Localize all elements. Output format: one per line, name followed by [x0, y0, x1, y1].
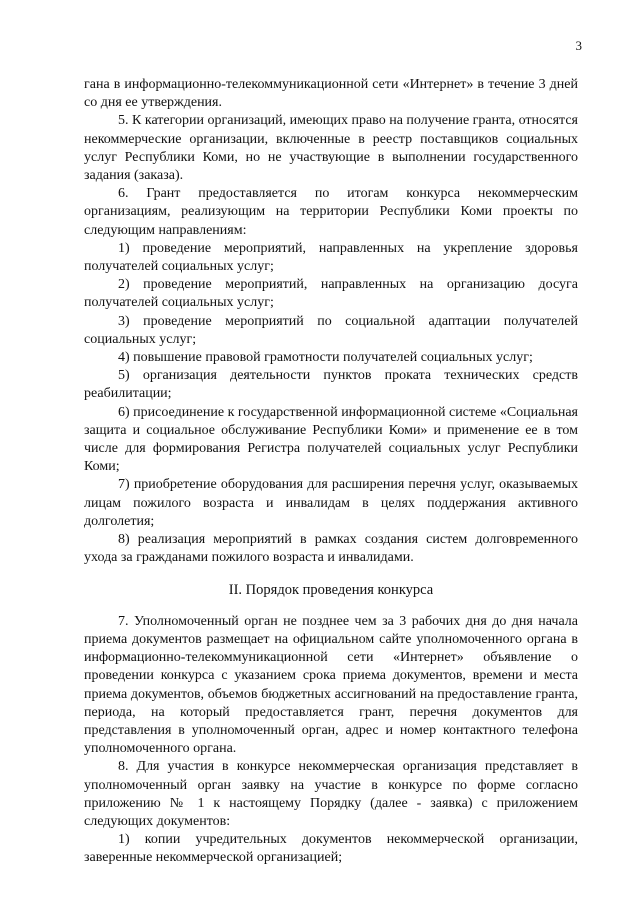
paragraph: 6. Грант предоставляется по итогам конкурса некоммерческим организациям, реализующим на территории Республики Коми проекты по следующим направлениям: — [84, 186, 578, 238]
list-item: 1) проведение мероприятий, направленных на укрепление здоровья получателей социальных услуг; — [84, 240, 578, 275]
list-item: 1) копии учредительных документов некоммерческой организации, заверенные некоммерческой организацией; — [84, 832, 578, 866]
list-item: 6) присоединение к государственной информационной системе «Социальная защита и социальное обслуживание Республики Коми» и применение ее в том числе для формирования Регистра получателей социальных услуг Республики Коми; — [84, 404, 578, 475]
paragraphs-after — [84, 613, 578, 868]
list-item: 5) организация деятельности пунктов проката технических средств реабилитации; — [84, 368, 578, 402]
paragraphs-before — [84, 76, 578, 567]
page-number: 3 — [575, 38, 582, 53]
list-item: 8) реализация мероприятий в рамках создания систем долговременного ухода за гражданами пожилого возраста и инвалидами. — [84, 532, 578, 566]
list-item: 2) проведение мероприятий, направленных на организацию досуга получателей социальных услуг; — [84, 277, 578, 311]
list-item: 4) повышение правовой грамотности получателей социальных услуг; — [118, 350, 533, 366]
paragraph: 5. К категории организаций, имеющих право на получение гранта, относятся некоммерческие организации, включенные в реестр поставщиков социальных услуг Республики Коми, но не участвующие в выполнении государственного задания (заказа). — [84, 113, 578, 184]
section-heading: II. Порядок проведения конкурса — [228, 582, 434, 599]
paragraph: 7. Уполномоченный орган не позднее чем за 3 рабочих дня до дня начала приема документов размещает на официальном сайте уполномоченного органа в информационно-телекоммуникационной сети «Интернет» объявление о проведении конкурса с указанием срока приема документов, времени и места приема документов, объемов бюджетных ассигнований на предоставление гранта, периода, на который предоставляется грант, перечня документов для представления в уполномоченный орган, адрес и номер контактного телефона уполномоченного органа. — [84, 613, 578, 757]
paragraph: 8. Для участия в конкурсе некоммерческая организация представляет в уполномоченный орган заявку на участие в конкурсе по форме согласно приложению № 1 к настоящему Порядку (далее - заявка) с приложением следующих документов: — [84, 759, 578, 829]
document-body — [84, 76, 578, 868]
list-item: 3) проведение мероприятий по социальной адаптации получателей социальных услуг; — [84, 313, 578, 347]
list-item: 7) приобретение оборудования для расширения перечня услуг, оказываемых лицам пожилого возраста и инвалидам в целях поддержания активного долголетия; — [84, 477, 578, 529]
paragraph: гана в информационно-телекоммуникационной сети «Интернет» в течение 3 дней со дня ее утверждения. — [84, 77, 578, 111]
